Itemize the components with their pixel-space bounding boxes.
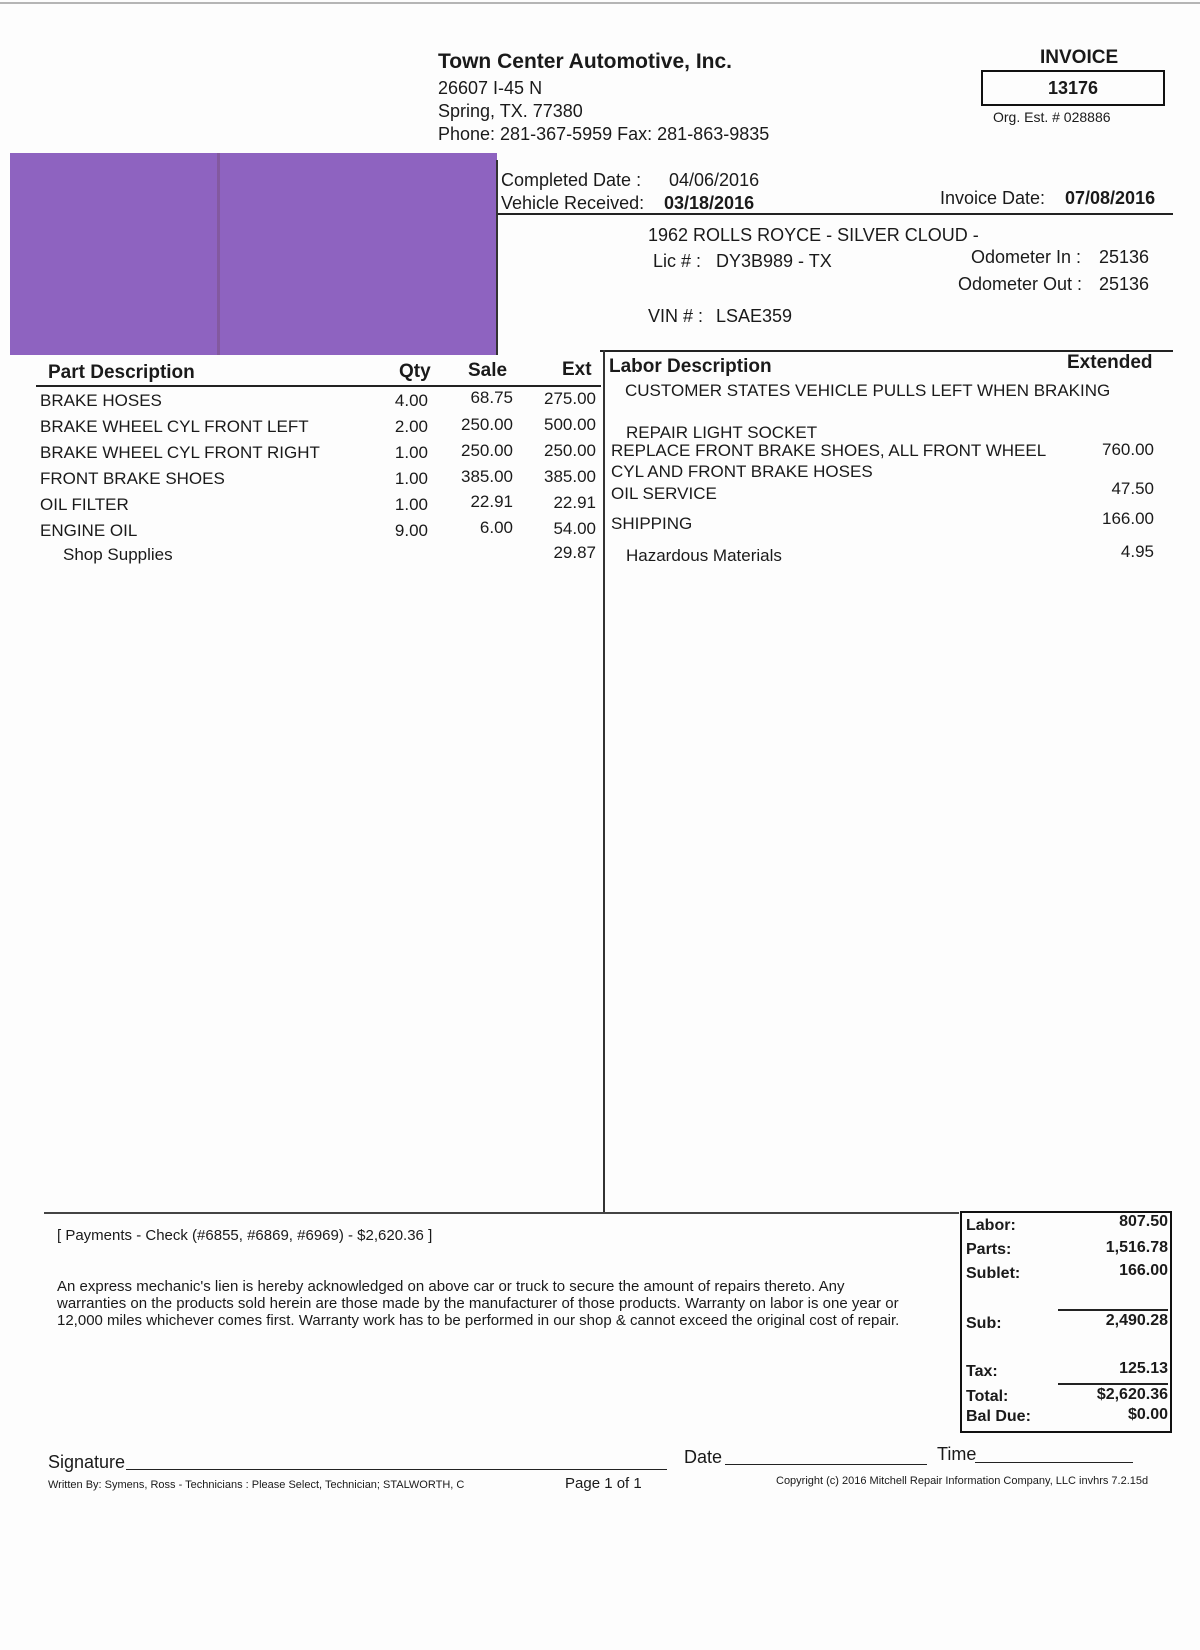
part-qty: 1.00 — [394, 443, 428, 462]
lien-text-line1: An express mechanic's lien is hereby acknowledged on above car or truck to secure the amount of repairs thereto. Any — [57, 1278, 845, 1295]
part-sale: 22.91 — [470, 492, 513, 511]
dates-rule — [497, 213, 1173, 215]
totals-total-label: Total: — [966, 1388, 1009, 1405]
part-description: BRAKE WHEEL CYL FRONT LEFT — [40, 417, 309, 436]
footer-rule — [44, 1212, 959, 1214]
totals-labor-label: Labor: — [966, 1217, 1016, 1234]
redaction-seam — [217, 153, 220, 355]
part-sale: 250.00 — [461, 415, 513, 434]
odometer-out: 25136 — [1099, 274, 1150, 294]
vehicle-received-label: Vehicle Received: — [501, 193, 645, 213]
part-qty: 1.00 — [394, 469, 428, 488]
parts-labor-divider — [603, 350, 605, 1213]
signature-label: Signature — [48, 1452, 126, 1472]
labor-replace-line1: REPLACE FRONT BRAKE SHOES, ALL FRONT WHEEL — [611, 441, 1047, 460]
labor-repair-light-socket: REPAIR LIGHT SOCKET — [626, 423, 818, 442]
total-rule — [1058, 1383, 1168, 1385]
totals-parts: 1,516.78 — [1105, 1239, 1168, 1256]
labor-header-extended: Extended — [1067, 352, 1153, 373]
part-qty: 9.00 — [394, 521, 428, 540]
labor-hazmat-amount: 4.95 — [1120, 542, 1154, 561]
part-ext: 22.91 — [553, 493, 596, 512]
parts-header-sale: Sale — [468, 360, 508, 381]
labor-shipping-amount: 166.00 — [1102, 509, 1154, 528]
part-description: FRONT BRAKE SHOES — [40, 469, 225, 488]
part-description: ENGINE OIL — [40, 521, 138, 540]
part-description: BRAKE HOSES — [40, 391, 162, 410]
license-number: DY3B989 - TX — [716, 251, 832, 271]
totals-total: $2,620.36 — [1096, 1386, 1168, 1403]
part-ext: 385.00 — [544, 467, 596, 486]
labor-hazmat: Hazardous Materials — [626, 546, 782, 565]
invoice-date-label: Invoice Date: — [940, 188, 1046, 208]
part-sale: 250.00 — [461, 441, 513, 460]
shop-supplies-ext: 29.87 — [553, 543, 596, 562]
odometer-out-label: Odometer Out : — [958, 274, 1083, 294]
customer-block-divider — [496, 160, 498, 355]
org-estimate-number: Org. Est. # 028886 — [993, 109, 1111, 125]
date-line[interactable] — [725, 1447, 927, 1465]
copyright: Copyright (c) 2016 Mitchell Repair Information Company, LLC invhrs 7.2.15d — [776, 1475, 1149, 1487]
labor-replace-line2: CYL AND FRONT BRAKE HOSES — [611, 462, 873, 481]
part-ext: 500.00 — [544, 415, 596, 434]
part-ext: 275.00 — [544, 389, 596, 408]
part-ext: 54.00 — [553, 519, 596, 538]
totals-sublet: 166.00 — [1119, 1262, 1168, 1279]
totals-bal-due: $0.00 — [1127, 1406, 1168, 1423]
lien-text-line2: warranties on the products sold herein are those made by the manufacturer of those products. Warranty on labor is one year or — [57, 1295, 899, 1312]
totals-bal-due-label: Bal Due: — [966, 1408, 1031, 1425]
payments-note: [ Payments - Check (#6855, #6869, #6969) - $2,620.36 ] — [57, 1227, 433, 1244]
date-label: Date — [684, 1447, 723, 1467]
invoice-date: 07/08/2016 — [1065, 188, 1156, 208]
signature-line[interactable] — [126, 1453, 667, 1470]
totals-sub: 2,490.28 — [1105, 1312, 1168, 1329]
shop-address-line2: Spring, TX. 77380 — [438, 101, 583, 121]
written-by: Written By: Symens, Ross - Technicians : Please Select, Technician; STALWORTH, C — [48, 1479, 465, 1491]
time-label: Time — [937, 1444, 977, 1464]
part-qty: 1.00 — [394, 495, 428, 514]
totals-tax-label: Tax: — [966, 1363, 998, 1380]
labor-oil-service: OIL SERVICE — [611, 484, 717, 503]
totals-labor: 807.50 — [1119, 1213, 1168, 1230]
completed-date-label: Completed Date : — [501, 170, 642, 190]
totals-sublet-label: Sublet: — [966, 1265, 1021, 1282]
time-line[interactable] — [975, 1445, 1133, 1463]
labor-complaint: CUSTOMER STATES VEHICLE PULLS LEFT WHEN BRAKING — [625, 381, 1111, 400]
labor-shipping: SHIPPING — [611, 514, 693, 533]
parts-header-rule — [36, 385, 601, 387]
part-qty: 2.00 — [394, 417, 428, 436]
labor-replace-amount: 760.00 — [1102, 440, 1154, 459]
part-sale: 68.75 — [470, 388, 513, 407]
odometer-in-label: Odometer In : — [971, 247, 1082, 267]
vin-number: LSAE359 — [716, 306, 793, 326]
vehicle-description: 1962 ROLLS ROYCE - SILVER CLOUD - — [648, 225, 979, 245]
invoice-label: INVOICE — [1040, 47, 1119, 68]
totals-parts-label: Parts: — [966, 1241, 1012, 1258]
shop-name: Town Center Automotive, Inc. — [438, 50, 733, 73]
invoice-number: 13176 — [981, 70, 1165, 106]
part-description: OIL FILTER — [40, 495, 129, 514]
part-qty: 4.00 — [394, 391, 428, 410]
shop-phone-fax: Phone: 281-367-5959 Fax: 281-863-9835 — [438, 124, 770, 144]
page-number: Page 1 of 1 — [565, 1475, 642, 1492]
scan-top-edge — [0, 2, 1200, 4]
parts-header-description: Part Description — [48, 362, 195, 383]
totals-tax: 125.13 — [1119, 1360, 1168, 1377]
shop-supplies-label: Shop Supplies — [63, 545, 173, 564]
part-ext: 250.00 — [544, 441, 596, 460]
shop-address-line1: 26607 I-45 N — [438, 78, 543, 98]
totals-sub-label: Sub: — [966, 1315, 1002, 1332]
part-sale: 6.00 — [479, 518, 513, 537]
license-label: Lic # : — [653, 251, 702, 271]
labor-oil-amount: 47.50 — [1111, 479, 1154, 498]
labor-header-description: Labor Description — [609, 356, 772, 377]
vehicle-received-date: 03/18/2016 — [664, 193, 755, 213]
vin-label: VIN # : — [648, 306, 704, 326]
lien-text-line3: 12,000 miles whichever comes first. Warranty work has to be performed in our shop & cannot exceed the original cost of repair. — [57, 1312, 900, 1329]
part-description: BRAKE WHEEL CYL FRONT RIGHT — [40, 443, 320, 462]
part-sale: 385.00 — [461, 467, 513, 486]
sub-rule — [1058, 1309, 1168, 1311]
odometer-in: 25136 — [1099, 247, 1150, 267]
parts-header-ext: Ext — [562, 359, 592, 380]
redacted-customer-block — [10, 153, 497, 355]
completed-date: 04/06/2016 — [669, 170, 760, 190]
parts-header-qty: Qty — [399, 361, 431, 382]
